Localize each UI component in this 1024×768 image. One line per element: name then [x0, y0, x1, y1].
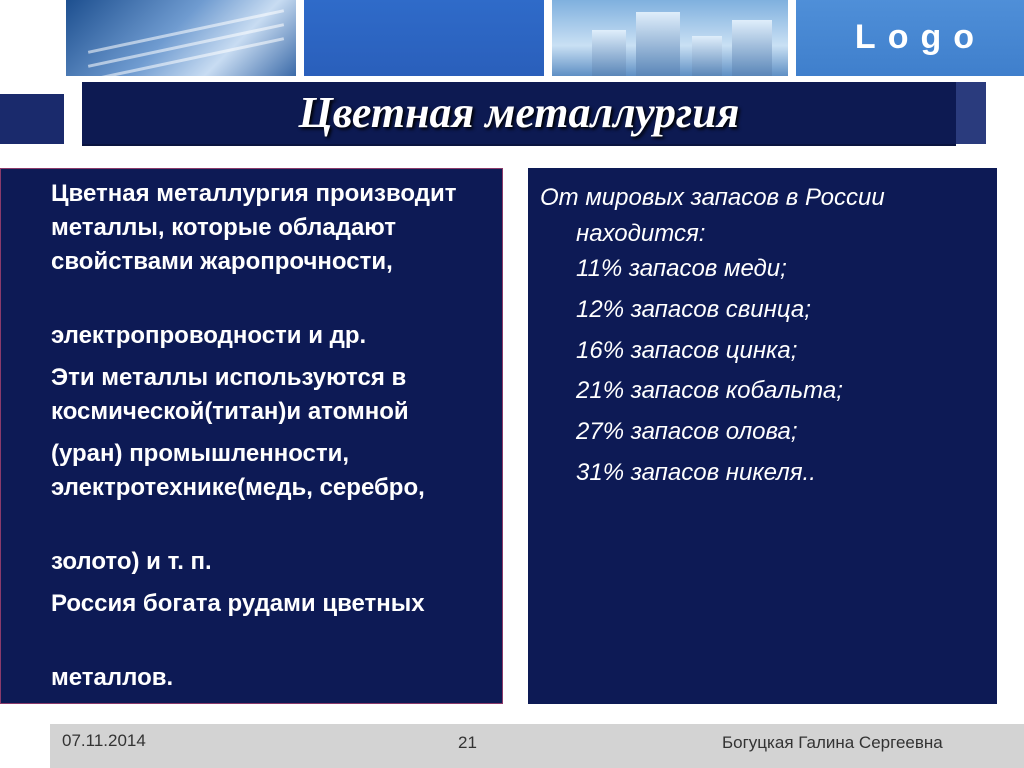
- footer-page-number: 21: [458, 733, 477, 752]
- list-item: 21% запасов кобальта;: [576, 377, 843, 404]
- left-text-panel: [0, 168, 503, 704]
- right-text-panel: [528, 168, 997, 704]
- left-paragraph-4: (уран) промышленности, электротехнике(медь, серебро,: [51, 440, 425, 501]
- left-paragraph-2: электропроводности и др.: [51, 322, 367, 349]
- list-item: 12% запасов свинца;: [576, 296, 811, 323]
- header-banner: [0, 0, 1024, 78]
- banner-image-buildings: [552, 0, 788, 76]
- right-heading-line2: находится:: [576, 220, 706, 247]
- title-bar: [82, 82, 956, 146]
- right-heading: [540, 180, 980, 252]
- title-bar-accent: [956, 82, 986, 144]
- left-paragraph-6: Россия богата рудами цветных: [51, 590, 425, 617]
- list-item: 27% запасов олова;: [576, 418, 798, 445]
- banner-image-blue: [304, 0, 544, 76]
- list-item: 31% запасов никеля..: [576, 459, 816, 486]
- right-heading-line1: От мировых запасов в России: [540, 184, 885, 211]
- footer-date: 07.11.2014: [62, 731, 146, 750]
- left-paragraph-5: золото) и т. п.: [51, 548, 212, 575]
- left-paragraph-7: металлов.: [51, 664, 174, 691]
- list-item: 11% запасов меди;: [576, 255, 787, 282]
- slide-title: Цветная металлургия: [298, 88, 740, 137]
- left-paragraph-1: Цветная металлургия производит металлы, которые обладают свойствами жаропрочности,: [51, 180, 457, 275]
- list-item: 16% запасов цинка;: [576, 337, 798, 364]
- footer-author: Богуцкая Галина Сергеевна: [722, 733, 943, 752]
- title-left-accent: [0, 94, 64, 144]
- left-paragraph-3: Эти металлы используются в космической(титан)и атомной: [51, 364, 409, 425]
- logo-text: Logo: [854, 18, 986, 56]
- banner-image-keyboard: [66, 0, 296, 76]
